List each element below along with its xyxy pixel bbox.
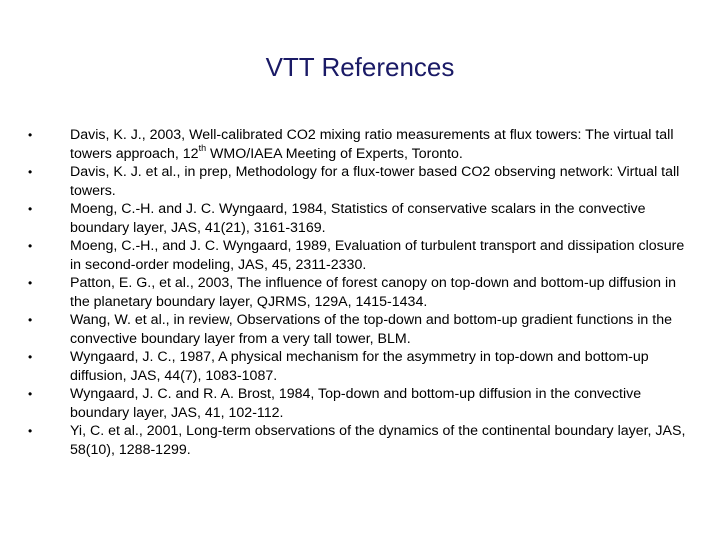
reference-text: Davis, K. J. et al., in prep, Methodology for a flux-tower based CO2 observing network: Virtual tall towers. [70,164,680,199]
reference-item [28,385,688,422]
bullet-icon: • [28,165,33,179]
reference-item [28,126,688,163]
bullet-icon: • [28,202,33,216]
bullet-icon: • [28,350,33,364]
slide-title: VTT References [265,52,455,82]
reference-text: Wyngaard, J. C., 1987, A physical mechanism for the asymmetry in top-down and bottom-up diffusion, JAS, 44(7), 1083-1087. [70,349,649,384]
reference-item [28,274,688,311]
ordinal-superscript: th [198,142,207,153]
bullet-icon: • [28,387,33,401]
reference-item [28,348,688,385]
bullet-icon: • [28,128,33,142]
bullet-icon: • [28,276,33,290]
reference-item [28,200,688,237]
reference-text: Wyngaard, J. C. and R. A. Brost, 1984, Top-down and bottom-up diffusion in the convective boundary layer, JAS, 41, 102-112. [70,386,642,421]
reference-item [28,422,688,459]
reference-item [28,311,688,348]
reference-text: Patton, E. G., et al., 2003, The influence of forest canopy on top-down and bottom-up diffusion in the planetary boundary layer, QJRMS, 129A, 1415-1434. [70,275,676,310]
reference-text: Moeng, C.-H. and J. C. Wyngaard, 1984, Statistics of conservative scalars in the convective boundary layer, JAS, 41(21), 3161-3169. [70,201,646,236]
reference-text: Moeng, C.-H., and J. C. Wyngaard, 1989, Evaluation of turbulent transport and dissipation closure in second-order modeling, JAS, 45, 2311-2330. [70,238,685,273]
bullet-icon: • [28,239,33,253]
reference-text: Davis, K. J., 2003, Well-calibrated CO2 mixing ratio measurements at flux towers: The virtual tall towers approach, 12th WMO/IAEA Meeting of Experts, Toronto. [70,127,674,162]
reference-item [28,237,688,274]
reference-item [28,163,688,200]
bullet-icon: • [28,313,33,327]
bullet-icon: • [28,424,33,438]
reference-text: Yi, C. et al., 2001, Long-term observations of the dynamics of the continental boundary layer, JAS, 58(10), 1288-1299. [70,423,686,458]
reference-text: Wang, W. et al., in review, Observations of the top-down and bottom-up gradient functions in the convective boundary layer from a very tall tower, BLM. [70,312,672,347]
reference-list [28,126,688,459]
